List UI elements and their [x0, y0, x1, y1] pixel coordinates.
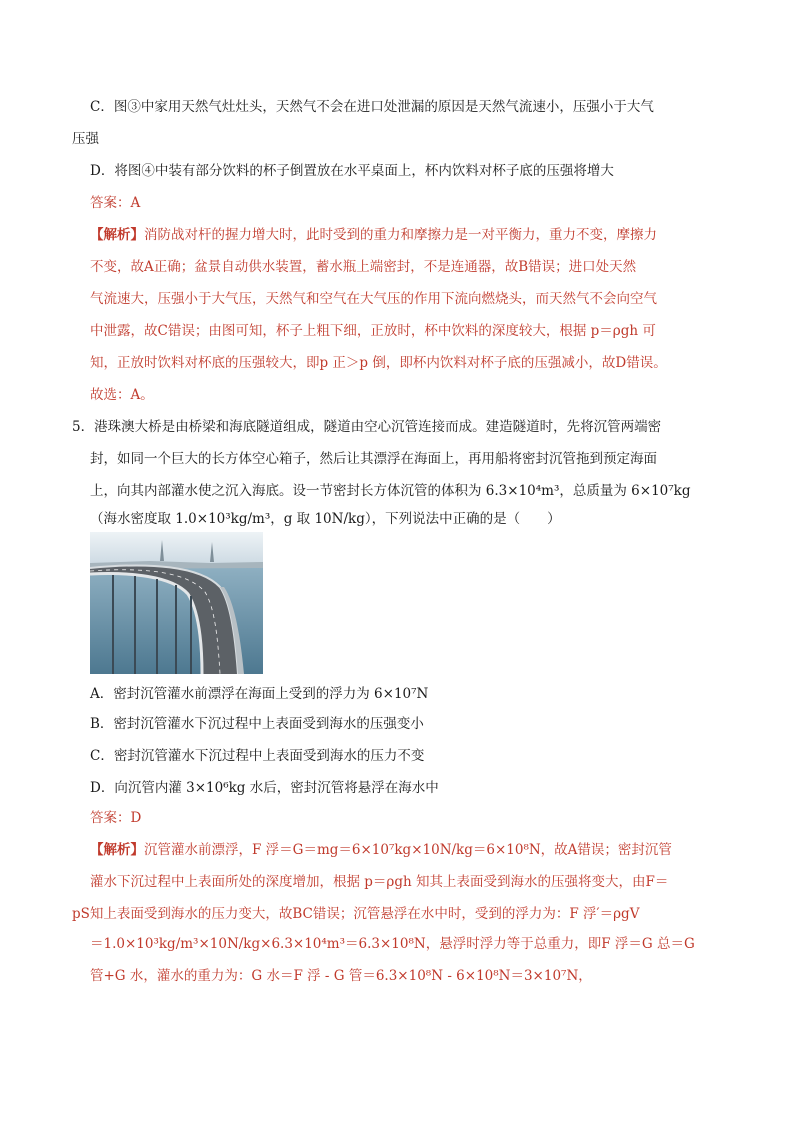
analysis-prev-line2: 不变，故A正确；盆景自动供水装置，蓄水瓶上端密封，不是连通器，故B错误；进口处天然 [90, 259, 637, 275]
option-c: C．密封沉管灌水下沉过程中上表面受到海水的压力不变 [90, 748, 425, 764]
question-5-line3: 上，向其内部灌水使之沉入海底。设一节密封长方体沉管的体积为 6.3×10⁴m³，总质量为 6×10⁷kg [90, 483, 691, 499]
analysis-line2: 灌水下沉过程中上表面所处的深度增加，根据 p＝ρgh 知其上表面受到海水的压强将变大，由F＝ [90, 874, 669, 890]
question-5-line1: 5．港珠澳大桥是由桥梁和海底隧道组成，隧道由空心沉管连接而成。建造隧道时，先将沉管两端密 [72, 419, 662, 435]
answer-prev: 答案：A [90, 195, 141, 211]
analysis-prev-text1: 消防战对杆的握力增大时，此时受到的重力和摩擦力是一对平衡力，重力不变，摩擦力 [144, 227, 657, 243]
analysis-tag: 【解析】 [90, 842, 144, 858]
analysis-prev-line1 [90, 225, 657, 245]
analysis-prev-line4: 中泄露，故C错误；由图可知，杯子上粗下细，正放时，杯中饮料的深度较大，根据 p＝ρgh 可 [90, 323, 656, 339]
option-c-prev-line2: 压强 [72, 131, 99, 147]
option-a: A．密封沉管灌水前漂浮在海面上受到的浮力为 6×10⁷N [90, 686, 429, 702]
option-b: B．密封沉管灌水下沉过程中上表面受到海水的压强变小 [90, 716, 424, 732]
question-5-line2: 封，如同一个巨大的长方体空心箱子，然后让其漂浮在海面上，再用船将密封沉管拖到预定海面 [90, 451, 657, 467]
analysis-line3: pS知上表面受到海水的压力变大，故BC错误；沉管悬浮在水中时，受到的浮力为：F 浮′＝ρgV [72, 906, 640, 922]
analysis-prev-line5: 知，正放时饮料对杯底的压强较大，即p 正＞p 倒，即杯内饮料对杯子底的压强减小，故D错误。 [90, 355, 667, 371]
bridge-photo [90, 532, 263, 674]
option-d: D．向沉管内灌 3×10⁶kg 水后，密封沉管将悬浮在海水中 [90, 780, 439, 796]
analysis-tag: 【解析】 [90, 227, 144, 243]
analysis-text1: 沉管灌水前漂浮，F 浮＝G＝mg＝6×10⁷kg×10N/kg＝6×10⁸N，故A错误；密封沉管 [144, 842, 672, 858]
option-c-prev-line1: C．图③中家用天然气灶灶头，天然气不会在进口处泄漏的原因是天然气流速小，压强小于大气 [90, 99, 654, 115]
analysis-prev-line3: 气流速大，压强小于大气压，天然气和空气在大气压的作用下流向燃烧头，而天然气不会向空气 [90, 291, 657, 307]
analysis-line5: 管+G 水，灌水的重力为：G 水＝F 浮 - G 管＝6.3×10⁸N - 6×10⁸N＝3×10⁷N， [90, 968, 592, 984]
answer: 答案：D [90, 810, 142, 826]
analysis-prev-line6: 故选：A。 [90, 387, 154, 403]
analysis-line1 [90, 840, 672, 860]
analysis-line4: ＝1.0×10³kg/m³×10N/kg×6.3×10⁴m³＝6.3×10⁸N，悬浮时浮力等于总重力，即F 浮＝G 总＝G [90, 936, 695, 952]
option-d-prev: D．将图④中装有部分饮料的杯子倒置放在水平桌面上，杯内饮料对杯子底的压强将增大 [90, 163, 614, 179]
question-5-line4: （海水密度取 1.0×10³kg/m³，g 取 10N/kg），下列说法中正确的是（ ） [90, 511, 561, 527]
